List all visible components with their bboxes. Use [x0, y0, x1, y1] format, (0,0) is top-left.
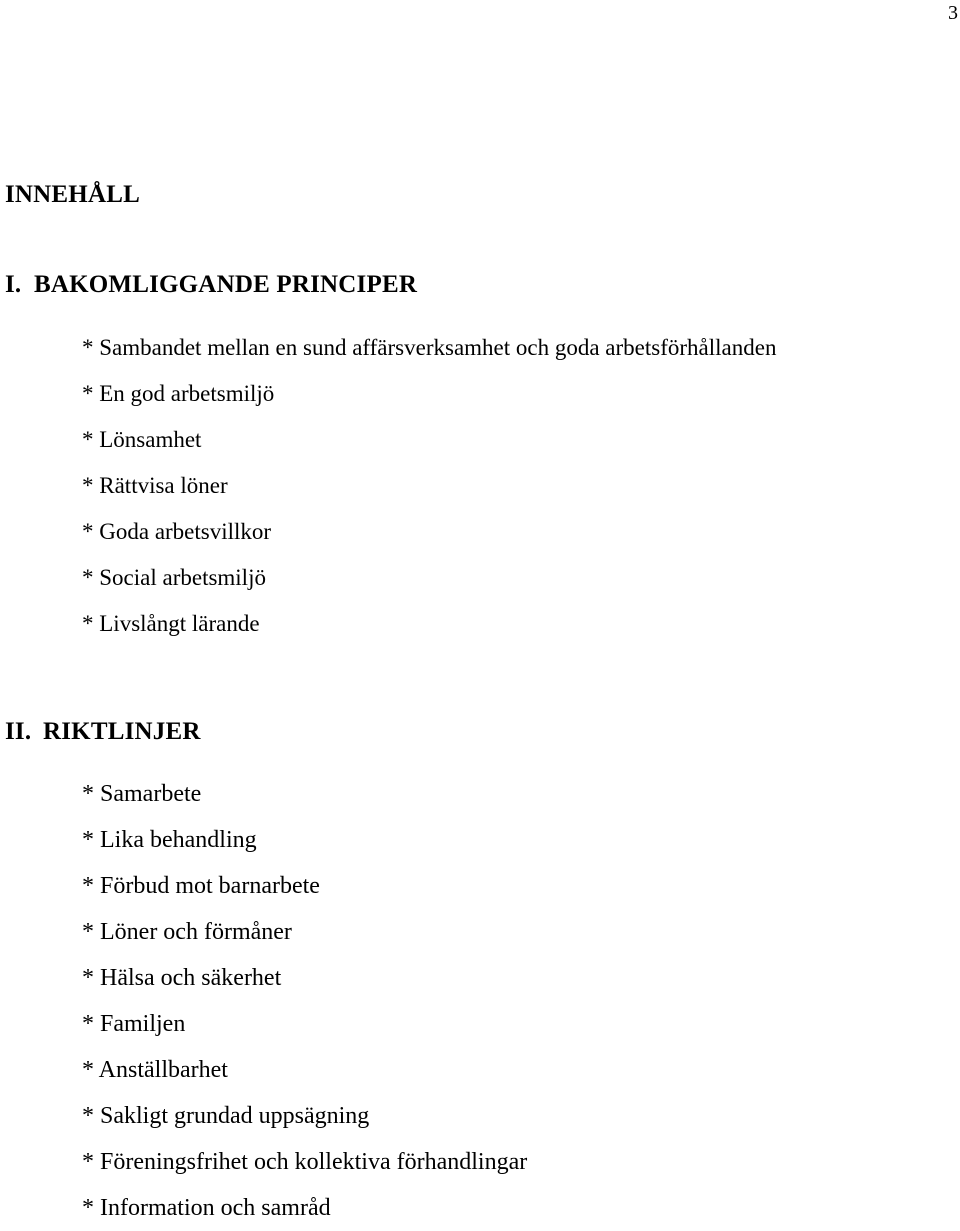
- section-title: BAKOMLIGGANDE PRINCIPER: [34, 271, 418, 298]
- list-item: * Hälsa och säkerhet: [82, 965, 282, 991]
- list-item: * Anställbarhet: [82, 1057, 228, 1083]
- section-heading-principles: [5, 270, 417, 300]
- list-item: * Rättvisa löner: [82, 473, 228, 498]
- list-item: * Social arbetsmiljö: [82, 565, 266, 590]
- list-item: * En god arbetsmiljö: [82, 381, 275, 406]
- section-number: I.: [5, 271, 22, 298]
- principles-list: [82, 325, 776, 647]
- list-item: * Familjen: [82, 1011, 186, 1037]
- list-item: * Löner och förmåner: [82, 919, 292, 945]
- document-title: INNEHÅLL: [5, 181, 140, 208]
- list-item: * Sakligt grundad uppsägning: [82, 1103, 370, 1129]
- list-item: * Goda arbetsvillkor: [82, 519, 272, 544]
- section-title: RIKTLINJER: [43, 718, 201, 745]
- list-item: * Föreningsfrihet och kollektiva förhandlingar: [82, 1149, 528, 1175]
- guidelines-list: [82, 771, 527, 1231]
- list-item: * Livslångt lärande: [82, 611, 260, 636]
- list-item: * Samarbete: [82, 781, 202, 807]
- page-number: 3: [948, 2, 958, 24]
- section-heading-guidelines: [5, 717, 201, 747]
- list-item: * Sambandet mellan en sund affärsverksamhet och goda arbetsförhållanden: [82, 335, 777, 360]
- section-number: II.: [5, 718, 32, 745]
- list-item: * Lönsamhet: [82, 427, 202, 452]
- list-item: * Information och samråd: [82, 1195, 331, 1221]
- list-item: * Lika behandling: [82, 827, 257, 853]
- list-item: * Förbud mot barnarbete: [82, 873, 320, 899]
